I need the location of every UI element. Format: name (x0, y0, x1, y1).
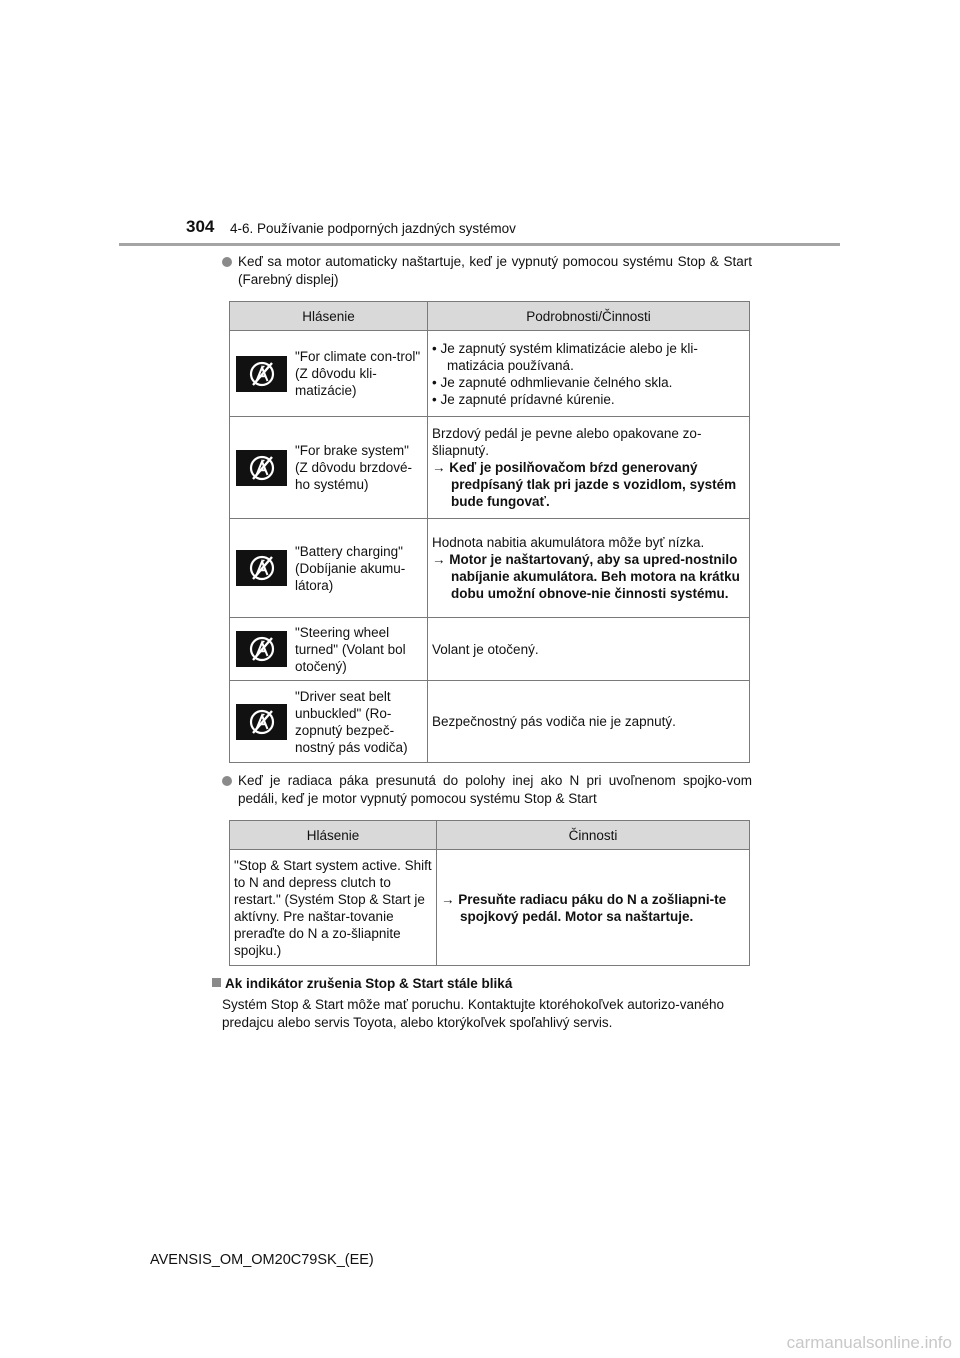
table-row (230, 618, 750, 681)
icon-cell (230, 618, 292, 681)
bullet-text: Keď je radiaca páka presunutá do polohy inej ako N pri uvoľnenom spojko-vom pedáli, keď je motor vypnutý pomocou systému Stop & Start (238, 773, 752, 806)
message-cell: "For climate con-trol" (Z dôvodu kli-matizácie) (291, 331, 428, 417)
action-line (441, 891, 746, 925)
table-row (230, 417, 750, 519)
action-text: Presuňte radiacu páku do N a zošliapni-te spojkový pedál. Motor sa naštartuje. (458, 891, 727, 924)
bullet-paragraph-2 (222, 772, 752, 808)
detail-text: Hodnota nabitia akumulátora môže byť nízka. (432, 535, 705, 550)
column-header-message: Hlásenie (230, 821, 437, 850)
details-cell (428, 417, 750, 519)
column-header-message: Hlásenie (230, 302, 428, 331)
action-line (432, 459, 746, 510)
details-cell: Volant je otočený. (428, 618, 750, 681)
table-row (230, 681, 750, 763)
arrow-icon: → (441, 891, 455, 907)
message-cell: "Battery charging" (Dobíjanie akumu-látora) (291, 519, 428, 618)
header-divider (119, 243, 840, 246)
document-code: AVENSIS_OM_OM20C79SK_(EE) (150, 1252, 374, 1268)
stop-start-off-indicator-icon (236, 704, 287, 740)
column-header-action: Činnosti (437, 821, 750, 850)
action-line (432, 551, 746, 602)
stop-start-off-indicator-icon (236, 450, 287, 486)
icon-cell (230, 331, 292, 417)
section-title: 4-6. Používanie podporných jazdných systémov (230, 221, 516, 236)
page-number: 304 (186, 217, 215, 236)
icon-cell (230, 417, 292, 519)
stop-start-off-indicator-icon (236, 631, 287, 667)
arrow-icon: → (432, 552, 446, 567)
message-cell: "Steering wheel turned" (Volant bol otočený) (291, 618, 428, 681)
details-cell: Bezpečnostný pás vodiča nie je zapnutý. (428, 681, 750, 763)
detail-bullet: • Je zapnuté prídavné kúrenie. (432, 391, 615, 407)
detail-text: Brzdový pedál je pevne alebo opakovane zo-šliapnutý. (432, 426, 702, 458)
detail-bullet: • Je zapnuté odhmlievanie čelného skla. (432, 374, 673, 390)
subsection-heading (212, 976, 512, 991)
bullet-text: Keď sa motor automaticky naštartuje, keď je vypnutý pomocou systému Stop & Start (Farebný displej) (238, 254, 752, 287)
message-cell: "Stop & Start system active. Shift to N and depress clutch to restart." (Systém Stop & Start je aktívny. Pre naštar-tovanie preraďte do N a zo-šliapnite spojku.) (230, 850, 437, 966)
table-row (230, 519, 750, 618)
shift-message-table (229, 820, 750, 966)
table-row (230, 331, 750, 417)
detail-bullet: • Je zapnutý systém klimatizácie alebo je kli-matizácia používaná. (432, 340, 698, 373)
subsection-text: Systém Stop & Start môže mať poruchu. Kontaktujte ktoréhokoľvek autorizo-vaného predajcu alebo servis Toyota, alebo ktorýkoľvek spoľahlivý servis. (222, 997, 725, 1030)
subsection-heading-text: Ak indikátor zrušenia Stop & Start stále bliká (225, 976, 513, 991)
bullet-paragraph-1 (222, 253, 752, 289)
bullet-dot-icon (222, 257, 232, 267)
action-cell (437, 850, 750, 966)
action-text: Keď je posilňovačom bŕzd generovaný predpísaný tlak pri jazde s vozidlom, systém bude fungovať. (449, 460, 737, 509)
icon-cell (230, 519, 292, 618)
column-header-details: Podrobnosti/Činnosti (428, 302, 750, 331)
message-cell: "For brake system" (Z dôvodu brzdové-ho systému) (291, 417, 428, 519)
details-cell (428, 331, 750, 417)
stop-start-off-indicator-icon (236, 550, 287, 586)
table-row (230, 850, 750, 966)
action-text: Motor je naštartovaný, aby sa upred-nostnilo nabíjanie akumulátora. Beh motora na krátku dobu umožní obnove-nie činnosti systému. (449, 552, 740, 601)
message-cell: "Driver seat belt unbuckled" (Ro-zopnutý bezpeč-nostný pás vodiča) (291, 681, 428, 763)
icon-cell (230, 681, 292, 763)
square-bullet-icon (212, 978, 221, 987)
arrow-icon: → (432, 460, 446, 475)
watermark: carmanualsonline.info (786, 1333, 952, 1352)
details-cell (428, 519, 750, 618)
stop-start-off-indicator-icon (236, 356, 287, 392)
messages-table (229, 301, 750, 763)
bullet-dot-icon (222, 776, 232, 786)
